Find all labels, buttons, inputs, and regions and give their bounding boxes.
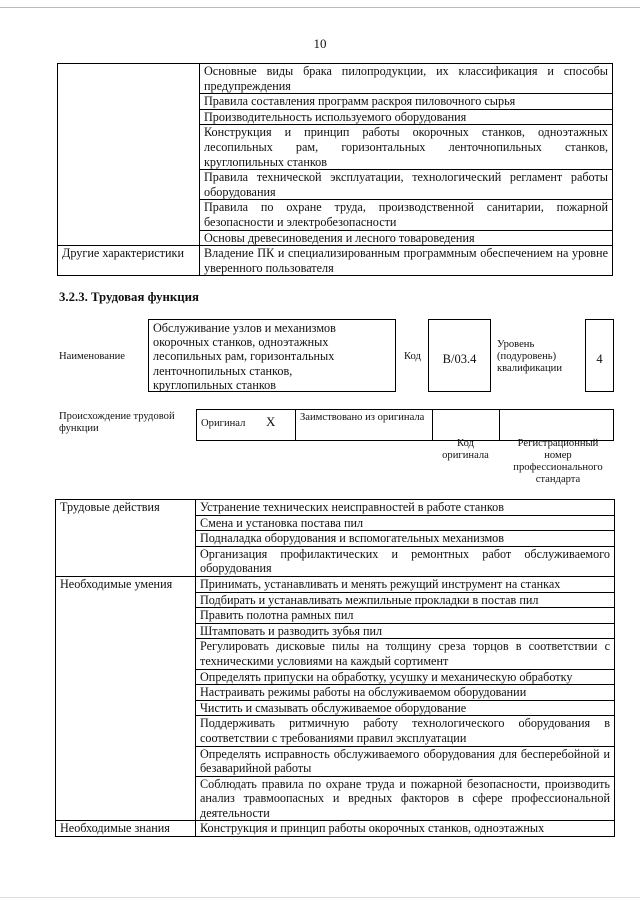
row-item: Подналадка оборудования и вспомогательных механизмов <box>196 531 615 547</box>
row-label: Необходимые знания <box>56 821 196 837</box>
row-item: Основы древесиноведения и лесного товароведения <box>200 230 613 246</box>
function-code: В/03.4 <box>428 319 491 392</box>
row-item: Штамповать и разводить зубья пил <box>196 623 615 639</box>
row-item: Принимать, устанавливать и менять режущий инструмент на станках <box>196 576 615 592</box>
row-item: Поддерживать ритмичную работу технологического оборудования в соответствии с требованиями правил эксплуатации <box>196 716 615 746</box>
level-label-line: (подуровень) <box>497 351 557 362</box>
row-item: Правила технической эксплуатации, технологический регламент работы оборудования <box>200 170 613 200</box>
level-label <box>497 339 562 375</box>
code-caption-line: оригинала <box>442 450 489 461</box>
function-name-line: ленточнопильных станков, <box>153 363 293 378</box>
row-item: Определять припуски на обработку, усушку и механическую обработку <box>196 669 615 685</box>
original-code-cell <box>433 410 500 441</box>
row-label <box>58 64 200 246</box>
reg-caption-line: номер <box>544 450 572 461</box>
row-label: Трудовые действия <box>56 500 196 577</box>
page-number: 10 <box>313 36 327 51</box>
reg-caption-line: Регистрационный <box>517 438 599 449</box>
row-item: Регулировать дисковые пилы на толщину среза торцов в соответствии с техническими условиями на каждый сортимент <box>196 639 615 669</box>
qualification-level: 4 <box>585 319 614 392</box>
row-item: Настраивать режимы работы на обслуживаемом оборудовании <box>196 685 615 701</box>
code-caption <box>432 438 499 462</box>
original-mark: X <box>266 414 276 429</box>
row-item: Конструкция и принцип работы окорочных станков, одноэтажных лесопильных рам, горизонтальных ленточнопильных станков, круглопильных станков <box>200 125 613 170</box>
table-row <box>56 500 615 516</box>
original-label: Оригинал <box>201 418 246 429</box>
function-name-line: окорочных станков, одноэтажных <box>153 335 329 350</box>
row-item: Конструкция и принцип работы окорочных станков, одноэтажных <box>196 821 615 837</box>
function-name-line: круглопильных станков <box>153 377 277 392</box>
original-cell <box>197 410 296 441</box>
row-item: Смена и установка постава пил <box>196 515 615 531</box>
row-item: Определять исправность обслуживаемого оборудования для бесперебойной и безаварийной работы <box>196 746 615 776</box>
row-item: Правила составления программ раскроя пиловочного сырья <box>200 94 613 110</box>
level-label-line: Уровень <box>497 339 535 350</box>
row-item: Править полотна рамных пил <box>196 608 615 624</box>
table-row <box>58 246 613 276</box>
row-item: Подбирать и устанавливать межпильные прокладки в постав пил <box>196 592 615 608</box>
row-item: Соблюдать правила по охране труда и пожарной безопасности, производить анализ травмоопасных и вредных факторов в сфере профессиональной деятельности <box>196 776 615 821</box>
name-label: Наименование <box>59 351 125 362</box>
borrowed-cell: Заимствовано из оригинала <box>296 410 433 441</box>
top-table <box>57 63 613 276</box>
table-row <box>56 576 615 592</box>
row-item: Владение ПК и специализированным программным обеспечением на уровне уверенного пользователя <box>200 246 613 276</box>
reg-caption <box>502 438 614 486</box>
function-name-line: лесопильных рам, горизонтальных <box>153 349 335 364</box>
section-title: 3.2.3. Трудовая функция <box>59 290 199 304</box>
row-item: Организация профилактических и ремонтных работ обслуживаемого оборудования <box>196 546 615 576</box>
main-table <box>55 499 615 837</box>
row-item: Правила по охране труда, производственной санитарии, пожарной безопасности и электробезопасности <box>200 200 613 230</box>
row-item: Устранение технических неисправностей в работе станков <box>196 500 615 516</box>
reg-number-cell <box>500 410 614 441</box>
function-name-line: Обслуживание узлов и механизмов <box>153 321 336 335</box>
reg-caption-line: стандарта <box>535 474 581 485</box>
row-label: Необходимые умения <box>56 576 196 821</box>
scan-top-edge <box>0 0 640 8</box>
table-row <box>58 64 613 94</box>
origin-table <box>196 409 614 441</box>
row-item: Чистить и смазывать обслуживаемое оборудование <box>196 700 615 716</box>
table-row <box>56 821 615 837</box>
level-label-line: квалификации <box>497 363 562 374</box>
row-item: Основные виды брака пилопродукции, их классификация и способы предупреждения <box>200 64 613 94</box>
code-label: Код <box>404 351 421 362</box>
reg-caption-line: профессионального <box>513 462 603 473</box>
origin-label: Происхождение трудовой функции <box>59 411 175 434</box>
code-caption-line: Код <box>457 438 474 449</box>
row-label: Другие характеристики <box>58 246 200 276</box>
row-item: Производительность используемого оборудования <box>200 109 613 125</box>
function-name-box <box>148 319 396 392</box>
